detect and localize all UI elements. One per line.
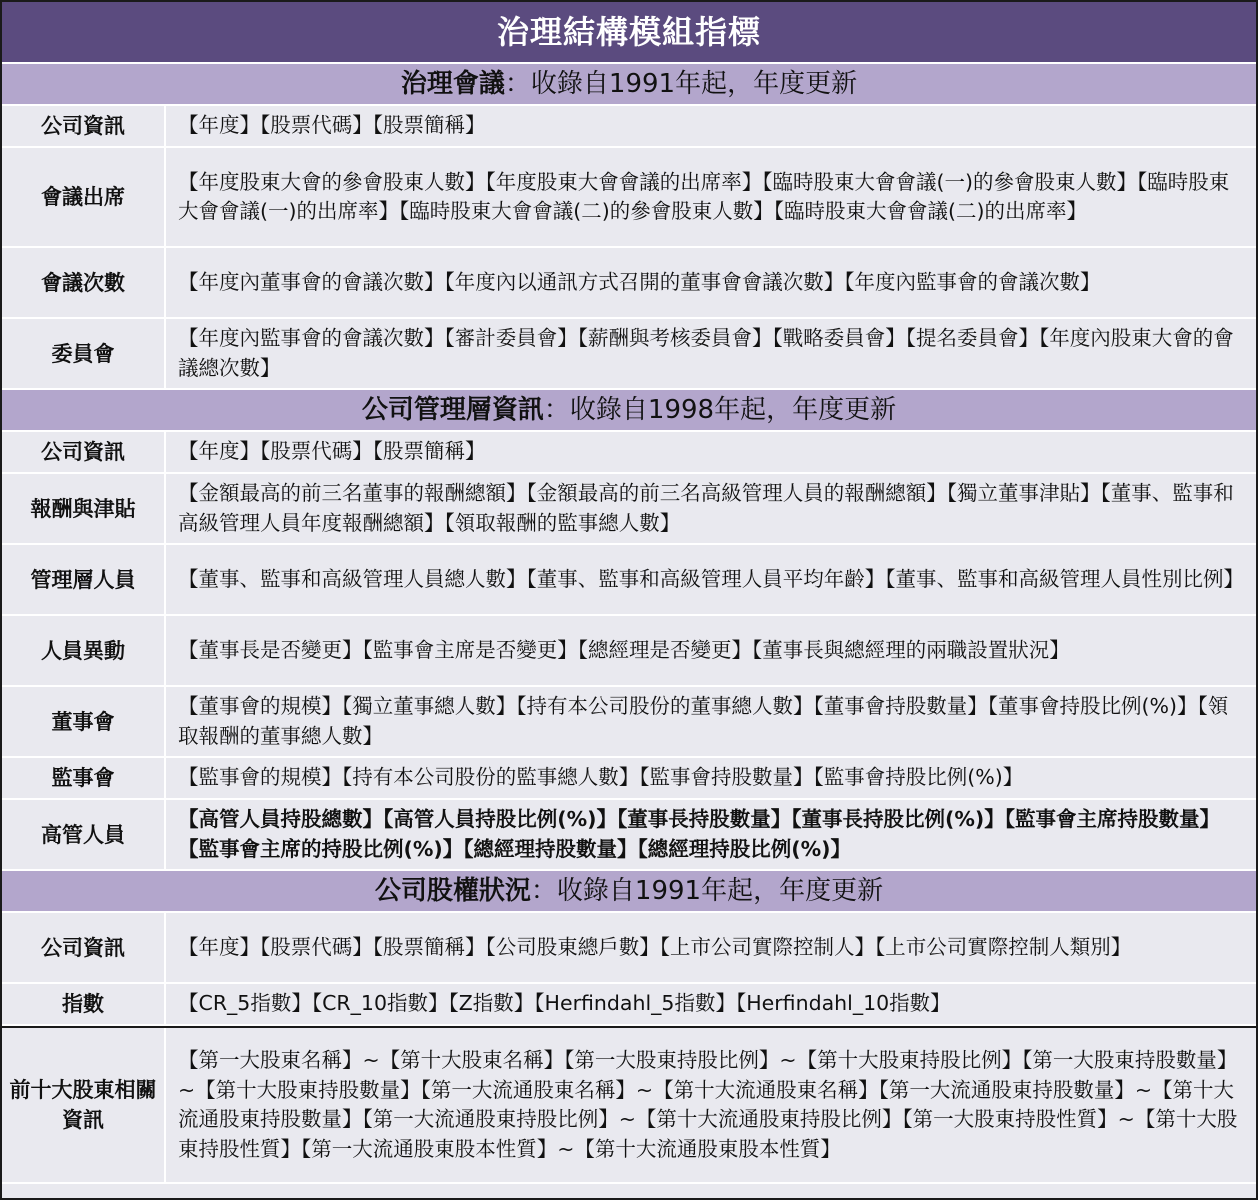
row-label: 高管人員 bbox=[2, 800, 166, 869]
section-name: 公司股權狀況 bbox=[374, 876, 531, 906]
row-content: 【CR_5指數】【CR_10指數】【Z指數】【Herfindahl_5指數】【Herfindahl_10指數】 bbox=[178, 991, 951, 1016]
table-title: 治理結構模組指標 bbox=[2, 2, 1256, 64]
row-label: 公司資訊 bbox=[2, 106, 166, 146]
table-row bbox=[2, 687, 1256, 758]
row-label: 前十大股東相關資訊 bbox=[2, 1028, 166, 1182]
section-suffix: ：收錄自1991年起，年度更新 bbox=[504, 69, 858, 99]
section-header-management bbox=[2, 390, 1256, 432]
table-row bbox=[2, 913, 1256, 984]
row-label: 指數 bbox=[2, 984, 166, 1024]
row-label: 委員會 bbox=[2, 319, 166, 388]
table-row bbox=[2, 148, 1256, 248]
table-row bbox=[2, 248, 1256, 319]
section-header-ownership bbox=[2, 871, 1256, 913]
table-row bbox=[2, 1026, 1256, 1184]
row-label: 管理層人員 bbox=[2, 545, 166, 614]
section-name: 治理會議 bbox=[400, 69, 505, 99]
table-row bbox=[2, 984, 1256, 1026]
table-row bbox=[2, 545, 1256, 616]
table-row bbox=[2, 474, 1256, 545]
row-content: 【監事會的規模】【持有本公司股份的監事總人數】【監事會持股數量】【監事會持股比例(%)】 bbox=[178, 765, 1024, 790]
row-label: 公司資訊 bbox=[2, 913, 166, 982]
row-content: 【年度】【股票代碼】【股票簡稱】【公司股東總戶數】【上市公司實際控制人】【上市公司實際控制人類別】 bbox=[178, 934, 1132, 959]
row-label: 監事會 bbox=[2, 758, 166, 798]
row-content: 【董事、監事和高級管理人員總人數】【董事、監事和高級管理人員平均年齡】【董事、監事和高級管理人員性別比例】 bbox=[178, 566, 1244, 591]
row-content: 【年度】【股票代碼】【股票簡稱】 bbox=[178, 113, 486, 138]
row-label: 董事會 bbox=[2, 687, 166, 756]
table-row bbox=[2, 432, 1256, 474]
row-label: 公司資訊 bbox=[2, 432, 166, 472]
row-label: 報酬與津貼 bbox=[2, 474, 166, 543]
table-row bbox=[2, 800, 1256, 871]
section-header-governance-meetings bbox=[2, 64, 1256, 106]
row-content: 【第一大股東名稱】~【第十大股東名稱】【第一大股東持股比例】~【第十大股東持股比例】【第一大股東持股數量】~【第十大股東持股數量】【第一大流通股東名稱】~【第十大流通股東名稱】【第一大流通股東持股數量】~【第十大流通股東持股數量】【第一大流通股東持股比例】~【第十大流通股東持股比例】【第一大股東持股性質】~【第十大股東持股性質】【第一大流通股東股本性質】~【第十大流通股東股本性質】 bbox=[178, 1048, 1238, 1161]
row-label: 人員異動 bbox=[2, 616, 166, 685]
table-row bbox=[2, 758, 1256, 800]
row-content: 【年度內董事會的會議次數】【年度內以通訊方式召開的董事會會議次數】【年度內監事會的會議次數】 bbox=[178, 269, 1101, 294]
table-row bbox=[2, 106, 1256, 148]
row-content: 【董事長是否變更】【監事會主席是否變更】【總經理是否變更】【董事長與總經理的兩職設置狀況】 bbox=[178, 637, 1070, 662]
section-suffix: ：收錄自1991年起，年度更新 bbox=[530, 876, 884, 906]
row-content: 【年度內監事會的會議次數】【審計委員會】【薪酬與考核委員會】【戰略委員會】【提名委員會】【年度內股東大會的會議總次數】 bbox=[178, 326, 1234, 380]
row-content: 【年度】【股票代碼】【股票簡稱】 bbox=[178, 439, 486, 464]
table-row bbox=[2, 319, 1256, 390]
row-content: 【年度股東大會的參會股東人數】【年度股東大會會議的出席率】【臨時股東大會會議(一)的參會股東人數】【臨時股東大會會議(一)的出席率】【臨時股東大會會議(二)的參會股東人數】【臨時股東大會會議(二)的出席率】 bbox=[178, 169, 1230, 223]
row-label: 會議出席 bbox=[2, 148, 166, 246]
section-name: 公司管理層資訊 bbox=[361, 395, 544, 425]
section-suffix: ：收錄自1998年起，年度更新 bbox=[543, 395, 897, 425]
row-label: 會議次數 bbox=[2, 248, 166, 317]
row-content: 【董事會的規模】【獨立董事總人數】【持有本公司股份的董事總人數】【董事會持股數量】【董事會持股比例(%)】【領取報酬的董事總人數】 bbox=[178, 694, 1229, 748]
table-row bbox=[2, 616, 1256, 687]
row-content: 【高管人員持股總數】【高管人員持股比例(%)】【董事長持股數量】【董事長持股比例(%)】【監事會主席持股數量】【監事會主席的持股比例(%)】【總經理持股數量】【總經理持股比例(%)】 bbox=[178, 807, 1221, 861]
row-content: 【金額最高的前三名董事的報酬總額】【金額最高的前三名高級管理人員的報酬總額】【獨立董事津貼】【董事、監事和高級管理人員年度報酬總額】【領取報酬的監事總人數】 bbox=[178, 481, 1234, 535]
